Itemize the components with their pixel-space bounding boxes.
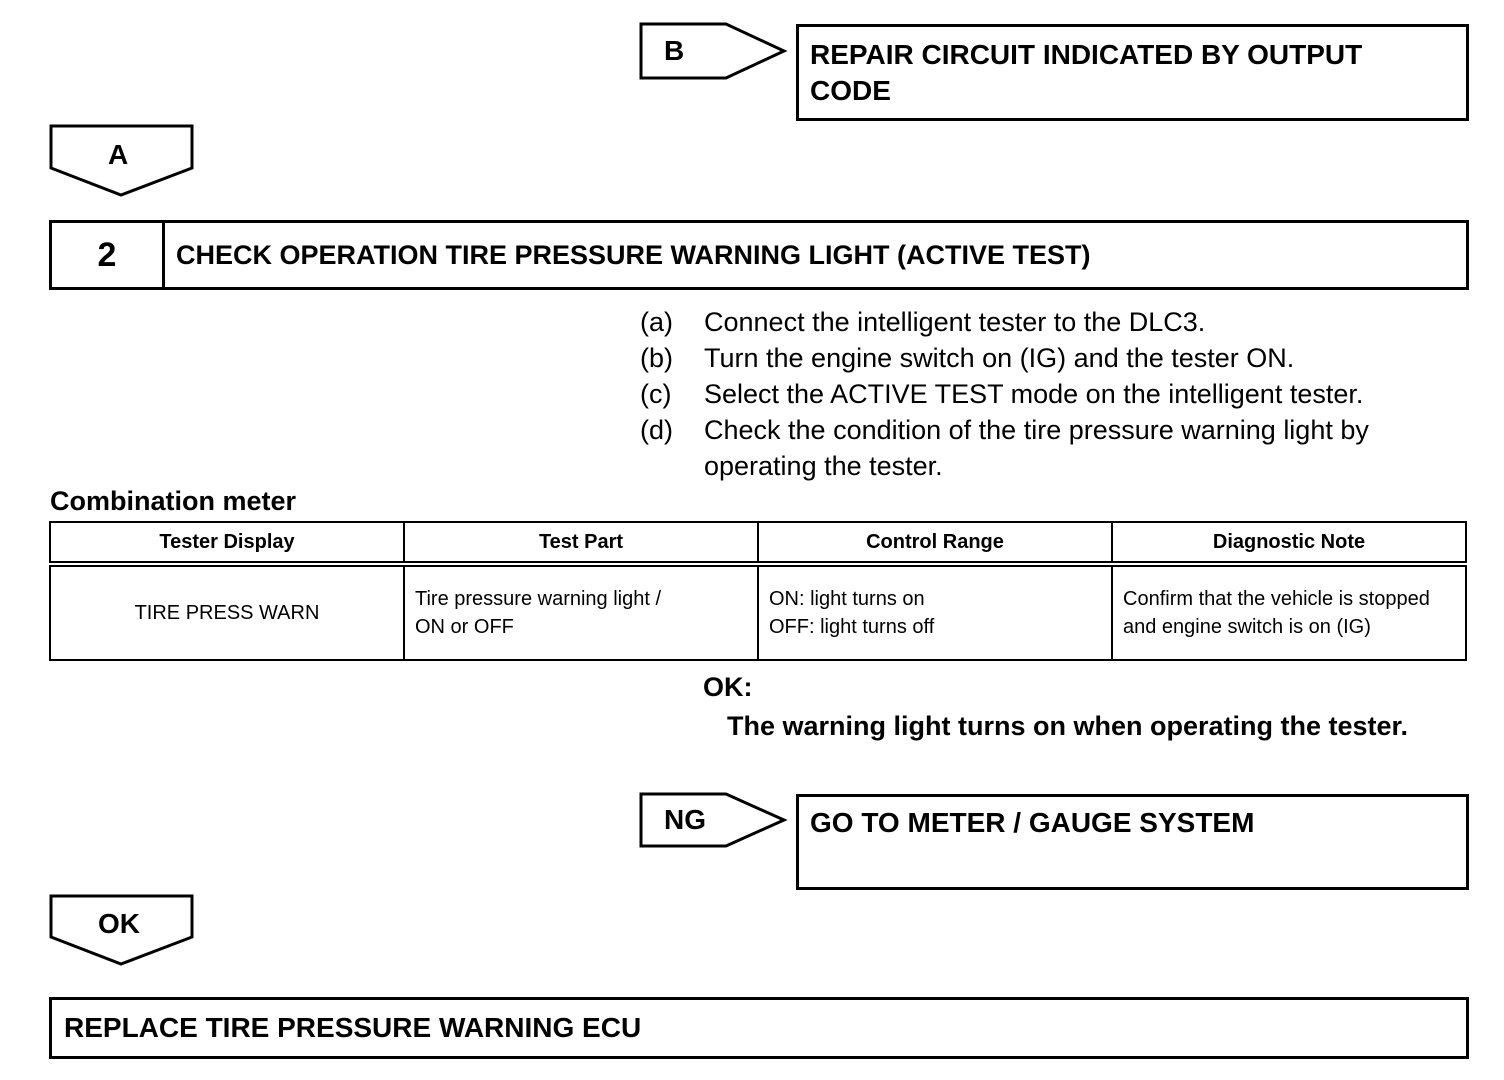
final-action-box: [49, 997, 1469, 1059]
table-header-cell: Tester Display: [50, 522, 404, 564]
branch-b-result-box: [796, 24, 1469, 121]
test-part-cell: [404, 564, 758, 660]
tester-display-cell: TIRE PRESS WARN: [50, 564, 404, 660]
table-row: [50, 564, 1466, 660]
test-part-line-2: ON or OFF: [415, 616, 514, 638]
ok-criteria-heading: OK:: [703, 672, 753, 702]
branch-ng-result-box: [796, 794, 1469, 890]
test-part-line-1: Tire pressure warning light /: [415, 588, 662, 610]
branch-ng-result-text: GO TO METER / GAUGE SYSTEM: [810, 807, 1255, 838]
branch-ok-label: OK: [98, 908, 140, 939]
branch-b-arrow: [641, 24, 784, 78]
final-action-text: REPLACE TIRE PRESSURE WARNING ECU: [64, 1012, 642, 1043]
step-header: [49, 220, 1469, 290]
branch-ng-arrow: [641, 794, 784, 846]
combination-meter-table: [49, 521, 1467, 661]
table-header-cell: Test Part: [404, 522, 758, 564]
table-title: Combination meter: [50, 486, 297, 516]
branch-b-label: B: [664, 35, 685, 66]
step-number: 2: [52, 223, 165, 287]
control-range-line-2: OFF: light turns off: [769, 616, 935, 638]
table-header-row: [50, 522, 1466, 564]
branch-a-label: A: [108, 139, 129, 170]
instruction-label: (c): [640, 379, 672, 409]
table-header-cell: Diagnostic Note: [1112, 522, 1466, 564]
instruction-text: Turn the engine switch on (IG) and the tester ON.: [704, 343, 1295, 373]
instruction-text: Connect the intelligent tester to the DLC3.: [704, 307, 1206, 337]
instruction-label: (d): [640, 415, 673, 445]
step-title: CHECK OPERATION TIRE PRESSURE WARNING LIGHT (ACTIVE TEST): [176, 239, 1091, 270]
instruction-text: Select the ACTIVE TEST mode on the intelligent tester.: [704, 379, 1364, 409]
branch-ng-label: NG: [664, 804, 706, 835]
ok-criteria-text: The warning light turns on when operating the tester.: [727, 711, 1409, 741]
control-range-line-1: ON: light turns on: [769, 588, 925, 610]
instruction-text: Check the condition of the tire pressure warning light by operating the tester.: [704, 415, 1369, 481]
table-header-cell: Control Range: [758, 522, 1112, 564]
instruction-label: (a): [640, 307, 673, 337]
branch-b-result-text: REPAIR CIRCUIT INDICATED BY OUTPUT CODE: [810, 39, 1363, 106]
diagnostic-note-cell: Confirm that the vehicle is stopped and engine switch is on (IG): [1112, 564, 1466, 660]
instruction-label: (b): [640, 343, 673, 373]
control-range-cell: [758, 564, 1112, 660]
